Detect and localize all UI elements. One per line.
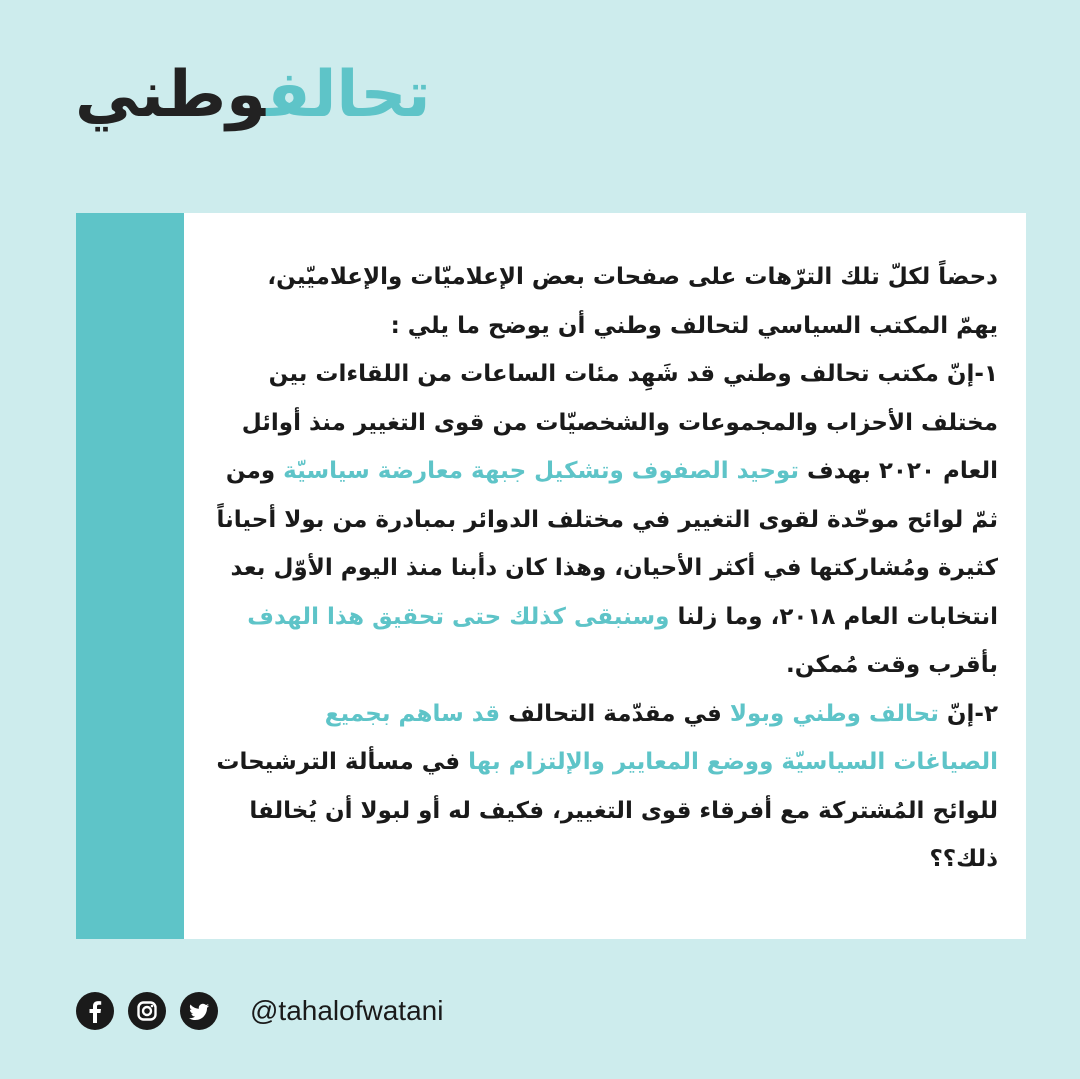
point-1-text-a: ١-إنّ مكتب تحالف وطني قد شَهِد مئات الساعات من اللقاءات بين مختلف الأحزاب والمجموعات والشخصيّات من قوى التغيير منذ أوائل العام ٢٠٢٠ بهدف (241, 361, 998, 484)
logo-word-accent: تحالف (266, 58, 431, 132)
statement-card (76, 213, 1026, 939)
point-2-text-a: ٢-إنّ (938, 700, 998, 727)
twitter-icon[interactable] (180, 992, 218, 1030)
point-1-text-c: بأقرب وقت مُمكن. (786, 652, 998, 678)
point-2-text-c: في مسألة الترشيحات للوائح المُشتركة مع أفرقاء قوى التغيير، فكيف له أو لبولا أن يُخالفا ذلك؟؟ (216, 749, 998, 872)
intro-line-2: يهمّ المكتب السياسي لتحالف وطني أن يوضح ما يلي : (390, 312, 998, 339)
point-1-text-b: ومن ثمّ لوائح موحّدة لقوى التغيير في مختلف الدوائر بمبادرة من بولا أحياناً كثيرة ومُشاركتها في أكثر الأحيان، وهذا كان دأبنا منذ اليوم الأوّل بعد انتخابات العام ٢٠١٨، وما زلنا (216, 458, 998, 630)
point-2-highlight-1: تحالف وطني وبولا (729, 700, 939, 727)
point-1 (214, 350, 998, 690)
facebook-icon[interactable] (76, 992, 114, 1030)
point-1-highlight-2: وسنبقى كذلك حتى تحقيق هذا الهدف (247, 603, 670, 630)
accent-stripe (76, 213, 184, 939)
point-2-text-b: في مقدّمة التحالف (500, 700, 730, 727)
logo (75, 55, 431, 135)
intro-line-1: دحضاً لكلّ تلك الترّهات على صفحات بعض الإعلاميّات والإعلاميّين، (267, 264, 998, 290)
point-1-highlight-1: توحيد الصفوف وتشكيل جبهة معارضة سياسيّة (283, 458, 799, 484)
social-handle[interactable]: @tahalofwatani (250, 995, 444, 1026)
logo-word-dark: وطني (75, 58, 267, 132)
point-2-highlight-2: قد ساهم بجميع الصياغات السياسيّة ووضع المعايير والإلتزام بها (324, 700, 998, 775)
statement-text (214, 253, 998, 884)
point-2 (214, 690, 998, 884)
instagram-icon[interactable] (128, 992, 166, 1030)
social-footer (76, 992, 443, 1030)
